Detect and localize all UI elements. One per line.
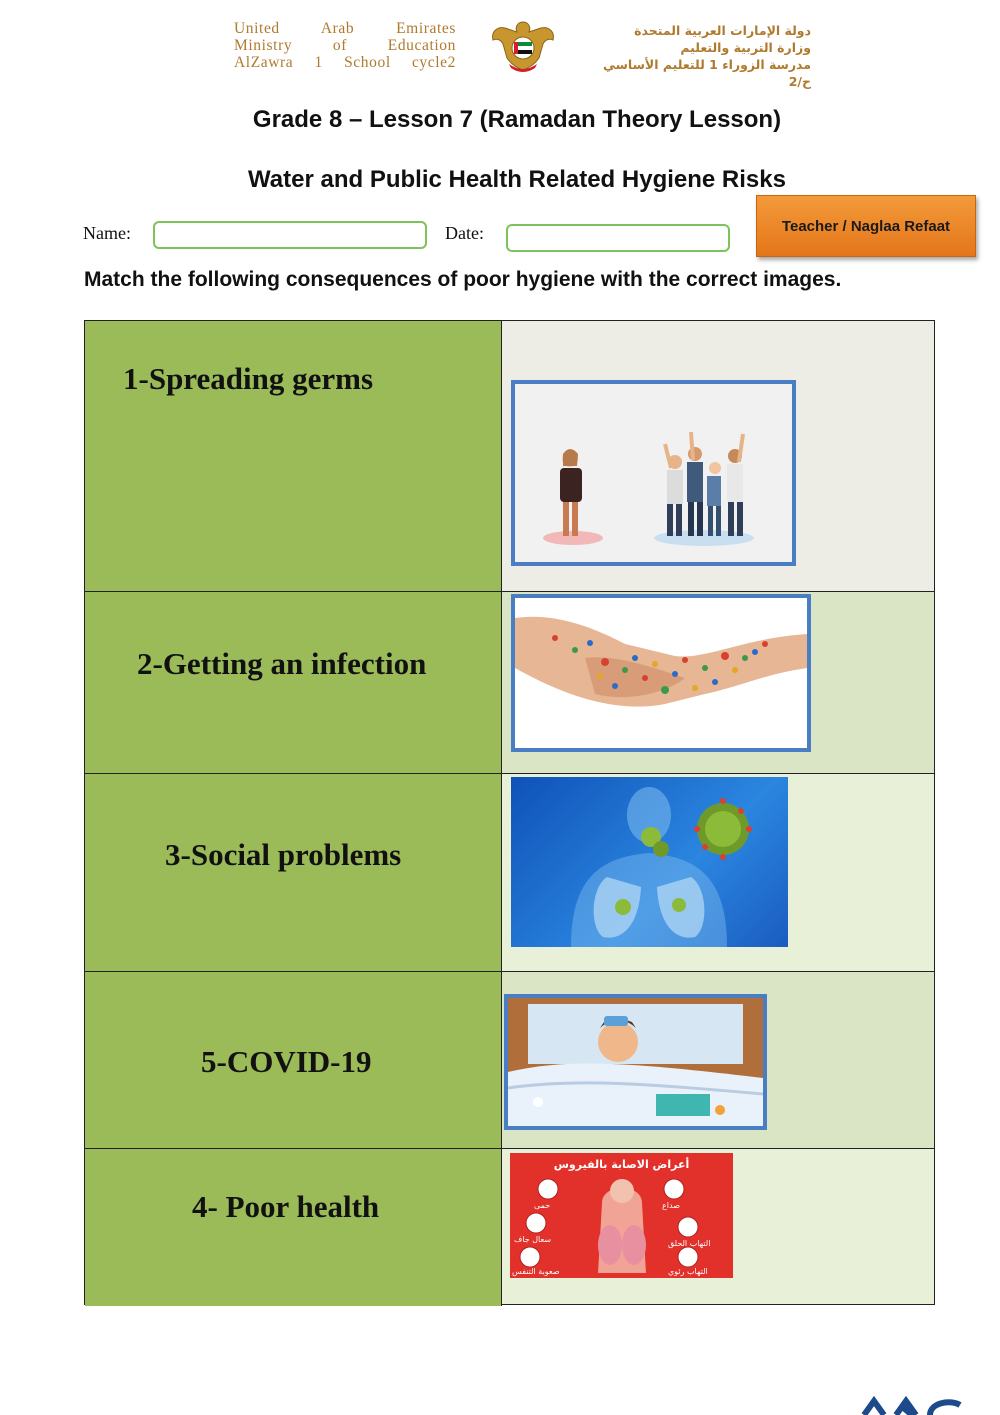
virus-symptoms-infographic[interactable] xyxy=(510,1153,733,1278)
table-row xyxy=(85,1149,502,1306)
image-cell xyxy=(502,321,934,592)
header-country-ar: دولة الإمارات العربية المتحدة xyxy=(634,23,811,38)
image-cell xyxy=(502,1149,934,1304)
people-isolation-image[interactable] xyxy=(511,380,796,566)
row-label-covid-19: 5-COVID-19 xyxy=(201,1044,372,1079)
name-label: Name: xyxy=(83,223,131,243)
footer-logo-icon xyxy=(860,1395,980,1415)
header-school: AlZawra 1 School cycle2 xyxy=(234,54,456,71)
table-row xyxy=(85,972,502,1149)
symptom-pneumonia: التهاب رئوي xyxy=(668,1267,708,1276)
row-label-poor-health: 4- Poor health xyxy=(192,1189,380,1224)
symptom-sore-throat: التهاب الحلق xyxy=(668,1239,711,1248)
image-cell xyxy=(502,774,934,972)
header-english xyxy=(234,20,456,71)
header-ministry-ar: وزارة التربية والتعليم xyxy=(680,40,811,55)
header-school-ar: مدرسة الزوراء 1 للتعليم الأساسي ح/2 xyxy=(602,57,811,89)
header-arabic xyxy=(585,22,811,90)
page-title: Grade 8 – Lesson 7 (Ramadan Theory Lesson) xyxy=(252,106,782,133)
table-row xyxy=(85,774,502,972)
germ-handshake-image[interactable] xyxy=(511,594,811,752)
row-label-social-problems: 3-Social problems xyxy=(165,837,402,872)
header-country: United Arab Emirates xyxy=(234,20,456,37)
image-cell xyxy=(502,972,934,1149)
symptom-dry-cough: سعال جاف xyxy=(514,1235,552,1244)
symptom-headache: صداع xyxy=(662,1201,680,1210)
page-subtitle: Water and Public Health Related Hygiene Risks xyxy=(248,166,786,193)
lungs-virus-image[interactable] xyxy=(511,777,788,947)
infographic-title: أعراض الاصابة بالفيروس xyxy=(553,1158,690,1171)
symptom-fever: حمى xyxy=(534,1201,551,1210)
instruction-text: Match the following consequences of poor hygiene with the correct images. xyxy=(84,268,842,291)
header-ministry: Ministry of Education xyxy=(234,37,456,54)
teacher-badge: Teacher / Naglaa Refaat xyxy=(756,195,976,257)
symptom-breathing: صعوبة التنفس xyxy=(512,1267,560,1276)
name-field[interactable] xyxy=(153,221,427,249)
matching-table xyxy=(84,320,935,1305)
date-field[interactable] xyxy=(506,224,730,252)
row-label-spreading-germs: 1-Spreading germs xyxy=(123,361,374,396)
image-cell xyxy=(502,592,934,774)
uae-emblem-icon xyxy=(487,18,559,74)
table-row xyxy=(85,321,502,592)
table-row xyxy=(85,592,502,774)
date-label: Date: xyxy=(445,223,484,243)
row-label-getting-infection: 2-Getting an infection xyxy=(137,646,427,681)
sick-in-bed-image[interactable] xyxy=(504,994,767,1130)
